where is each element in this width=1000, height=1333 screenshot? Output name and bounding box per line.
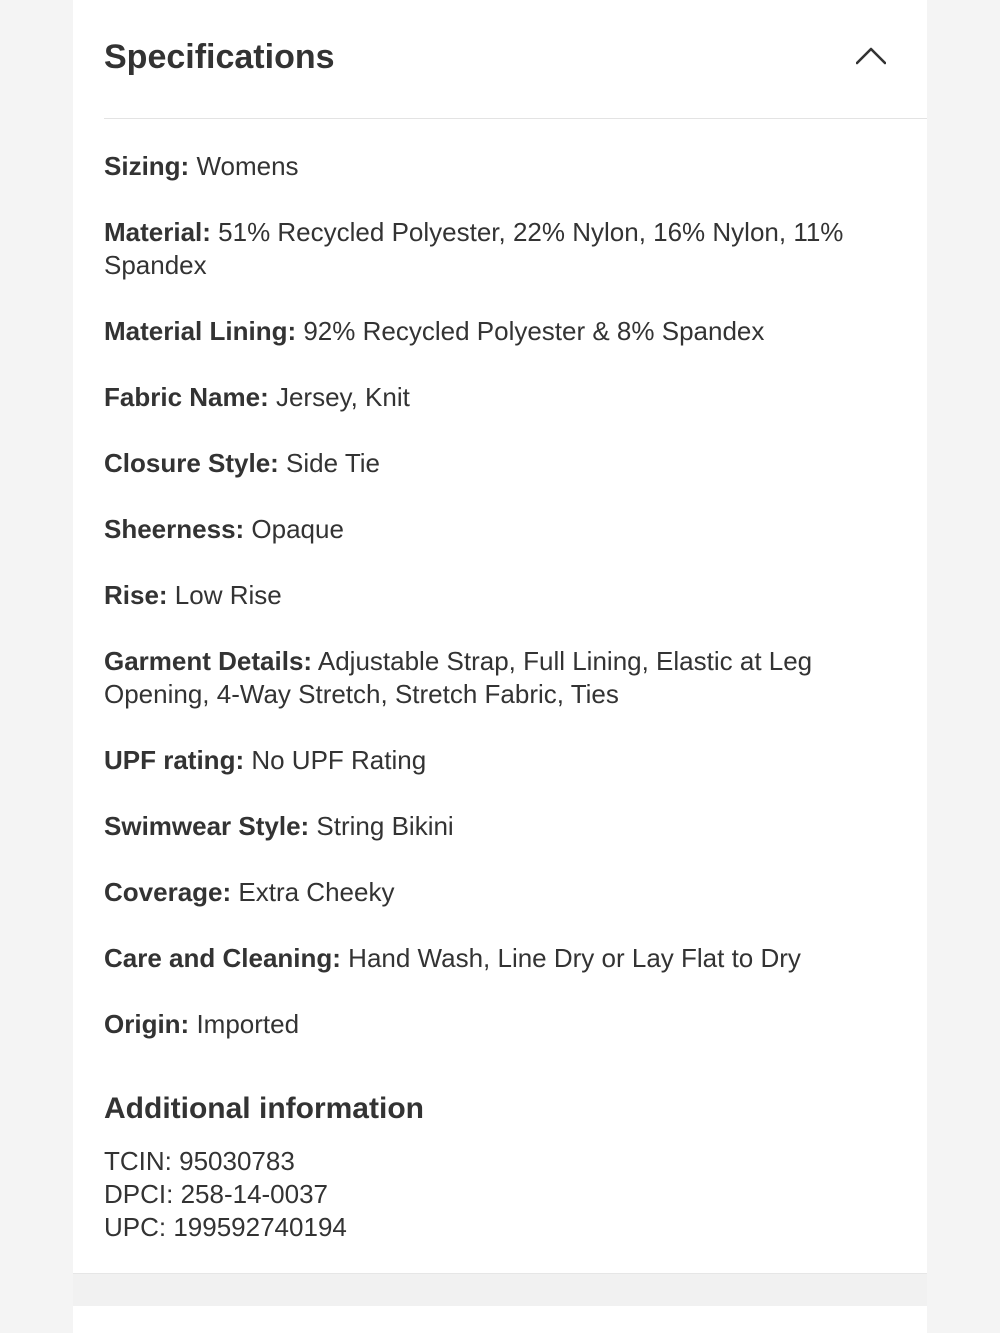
additional-info-title: Additional information xyxy=(104,1092,424,1125)
spec-item xyxy=(104,150,904,183)
spec-label: Fabric Name: xyxy=(104,382,269,412)
spec-value: Hand Wash, Line Dry or Lay Flat to Dry xyxy=(340,943,801,973)
spec-value: Low Rise xyxy=(167,580,282,610)
specifications-header[interactable] xyxy=(104,0,927,119)
spec-value: Extra Cheeky xyxy=(231,877,395,907)
spec-value: Womens xyxy=(189,151,299,181)
spec-value: No UPF Rating xyxy=(244,745,427,775)
spec-label: Sizing: xyxy=(104,151,190,181)
additional-information xyxy=(104,1090,904,1244)
section-divider xyxy=(73,1273,927,1307)
upc-line: UPC: 199592740194 xyxy=(104,1212,347,1242)
spec-value: Adjustable Strap, Full Lining, Elastic at Leg Opening, 4-Way Stretch, Stretch Fabric, Ties xyxy=(104,646,813,709)
spec-label: Care and Cleaning: xyxy=(104,943,341,973)
spec-label: Material Lining: xyxy=(104,316,297,346)
spec-item xyxy=(104,315,904,348)
spec-item xyxy=(104,645,904,711)
spec-item xyxy=(104,876,904,909)
spec-label: Coverage: xyxy=(104,877,232,907)
spec-item xyxy=(104,744,904,777)
spec-label: Rise: xyxy=(104,580,168,610)
spec-value: 51% Recycled Polyester, 22% Nylon, 16% Nylon, 11% Spandex xyxy=(104,217,844,280)
next-section-card xyxy=(73,1306,927,1333)
spec-value: String Bikini xyxy=(309,811,454,841)
spec-item xyxy=(104,513,904,546)
spec-value: Opaque xyxy=(244,514,344,544)
spec-item xyxy=(104,381,904,414)
chevron-up-icon[interactable] xyxy=(856,42,886,72)
spec-label: Sheerness: xyxy=(104,514,245,544)
spec-item xyxy=(104,447,904,480)
specifications-card xyxy=(73,0,927,1273)
spec-item xyxy=(104,942,904,975)
spec-label: UPF rating: xyxy=(104,745,245,775)
spec-item xyxy=(104,810,904,843)
spec-value: Imported xyxy=(189,1009,300,1039)
spec-item xyxy=(104,579,904,612)
spec-value: 92% Recycled Polyester & 8% Spandex xyxy=(296,316,765,346)
spec-label: Garment Details: xyxy=(104,646,313,676)
spec-label: Closure Style: xyxy=(104,448,279,478)
spec-label: Origin: xyxy=(104,1009,190,1039)
spec-label: Material: xyxy=(104,217,211,247)
section-title: Specifications xyxy=(104,38,335,76)
spec-list xyxy=(104,150,904,1074)
spec-value: Jersey, Knit xyxy=(268,382,410,412)
spec-item xyxy=(104,216,904,282)
spec-value: Side Tie xyxy=(278,448,380,478)
spec-item xyxy=(104,1008,904,1041)
tcin-line: TCIN: 95030783 xyxy=(104,1146,295,1176)
spec-label: Swimwear Style: xyxy=(104,811,310,841)
dpci-line: DPCI: 258-14-0037 xyxy=(104,1179,329,1209)
